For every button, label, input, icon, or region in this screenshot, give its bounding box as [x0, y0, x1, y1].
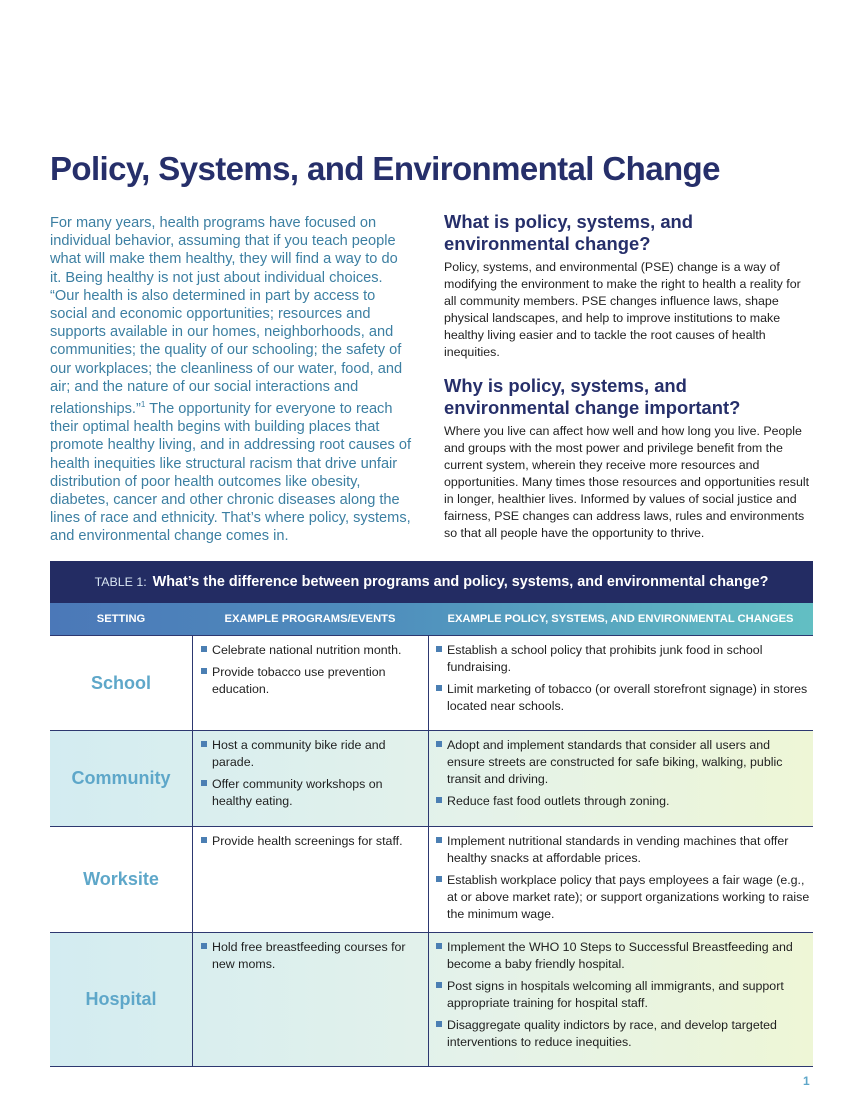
programs-cell: [193, 933, 429, 1066]
programs-cell: [193, 731, 429, 826]
list-item: Limit marketing of tobacco (or overall storefront signage) in stores located near schools.: [436, 681, 810, 715]
table-row-worksite: [50, 827, 813, 933]
intro-paragraph: [50, 214, 412, 546]
changes-cell: [429, 731, 814, 826]
intro-text-continued: The opportunity for everyone to reach their optimal health begins with building places that promote healthy living, and in addressing root causes of health inequities like structural racism that drive unfair distribution of poor health outcomes like obesity, diabetes, cancer and other chronic diseases along the lines of race and ethnicity. That’s where policy, systems, and environmental change comes in.: [50, 400, 412, 545]
list-item: Reduce fast food outlets through zoning.: [436, 793, 810, 810]
setting-cell: School: [50, 636, 193, 730]
table-caption-text: What’s the difference between programs and policy, systems, and environmental change?: [152, 574, 769, 590]
setting-cell: Hospital: [50, 933, 193, 1066]
footnote-ref: 1: [140, 400, 146, 410]
list-item: Celebrate national nutrition month.: [201, 642, 422, 659]
changes-cell: [429, 933, 814, 1066]
list-item: Disaggregate quality indictors by race, and develop targeted interventions to reduce inequities.: [436, 1017, 810, 1051]
section-body-what: Policy, systems, and environmental (PSE) change is a way of modifying the environment to make the right to health a reality for all community members. PSE changes influence laws, shape physical landscapes, and help to improve institutions to make healthy living easier and to tackle the root causes of health inequities.: [444, 260, 801, 360]
list-item: Adopt and implement standards that consider all users and ensure streets are constructed for safe biking, walking, public transit and driving.: [436, 737, 810, 787]
header-changes: EXAMPLE POLICY, SYSTEMS, AND ENVIRONMENTAL CHANGES: [447, 613, 794, 625]
list-item: Host a community bike ride and parade.: [201, 737, 422, 771]
list-item: Hold free breastfeeding courses for new moms.: [201, 939, 422, 973]
list-item: Establish a school policy that prohibits junk food in school fundraising.: [436, 642, 810, 676]
table-caption: [50, 561, 813, 603]
list-item: Implement the WHO 10 Steps to Successful Breastfeeding and become a baby friendly hospital.: [436, 939, 810, 973]
header-programs: EXAMPLE PROGRAMS/EVENTS: [224, 613, 396, 625]
changes-cell: [429, 827, 814, 932]
list-item: Establish workplace policy that pays employees a fair wage (e.g., at or above market rate); or support organizations working to raise the minimum wage.: [436, 872, 810, 922]
setting-cell: Worksite: [50, 827, 193, 932]
list-item: Provide health screenings for staff.: [201, 833, 422, 850]
programs-cell: [193, 827, 429, 932]
section-heading-why: Why is policy, systems, and environmental change important?: [444, 374, 741, 418]
setting-cell: Community: [50, 731, 193, 826]
table-label: TABLE 1:: [94, 575, 147, 589]
list-item: Post signs in hospitals welcoming all immigrants, and support appropriate training for hospital staff.: [436, 978, 810, 1012]
changes-cell: [429, 636, 814, 730]
table-row-hospital: [50, 933, 813, 1067]
right-column: [444, 211, 816, 542]
table-header-row: [50, 603, 813, 635]
list-item: Provide tobacco use prevention education.: [201, 664, 422, 698]
header-setting: SETTING: [96, 613, 146, 625]
table-row-community: [50, 731, 813, 827]
table-row-school: [50, 635, 813, 731]
intro-text: For many years, health programs have focused on individual behavior, assuming that if you teach people what will make them healthy, they will find a way to do it. Being healthy is not just about individual choices. “Our health is also determined in part by access to social and economic opportunities; resources and supports available in our homes, neighborhoods, and communities; the quality of our schooling; the safety of our workplaces; the cleanliness of our water, food, and air; and the nature of our social interactions and relationships.”: [50, 215, 403, 417]
list-item: Offer community workshops on healthy eating.: [201, 776, 422, 810]
comparison-table: [50, 561, 813, 1067]
section-heading-what: What is policy, systems, and environmental change?: [444, 211, 694, 254]
programs-cell: [193, 636, 429, 730]
list-item: Implement nutritional standards in vending machines that offer healthy snacks at affordable prices.: [436, 833, 810, 867]
page-title: Policy, Systems, and Environmental Change: [50, 150, 720, 187]
section-body-why: Where you live can affect how well and how long you live. People and groups with the most power and privilege benefit from the current system, wherein they receive more resources and opportunities. Many times those resources and opportunities result in longer, healthier lives. Informed by values of social justice and fairness, PSE changes can address laws, rules and environments so that all people have the opportunity to thrive.: [444, 423, 810, 541]
page-number: 1: [803, 1074, 810, 1088]
